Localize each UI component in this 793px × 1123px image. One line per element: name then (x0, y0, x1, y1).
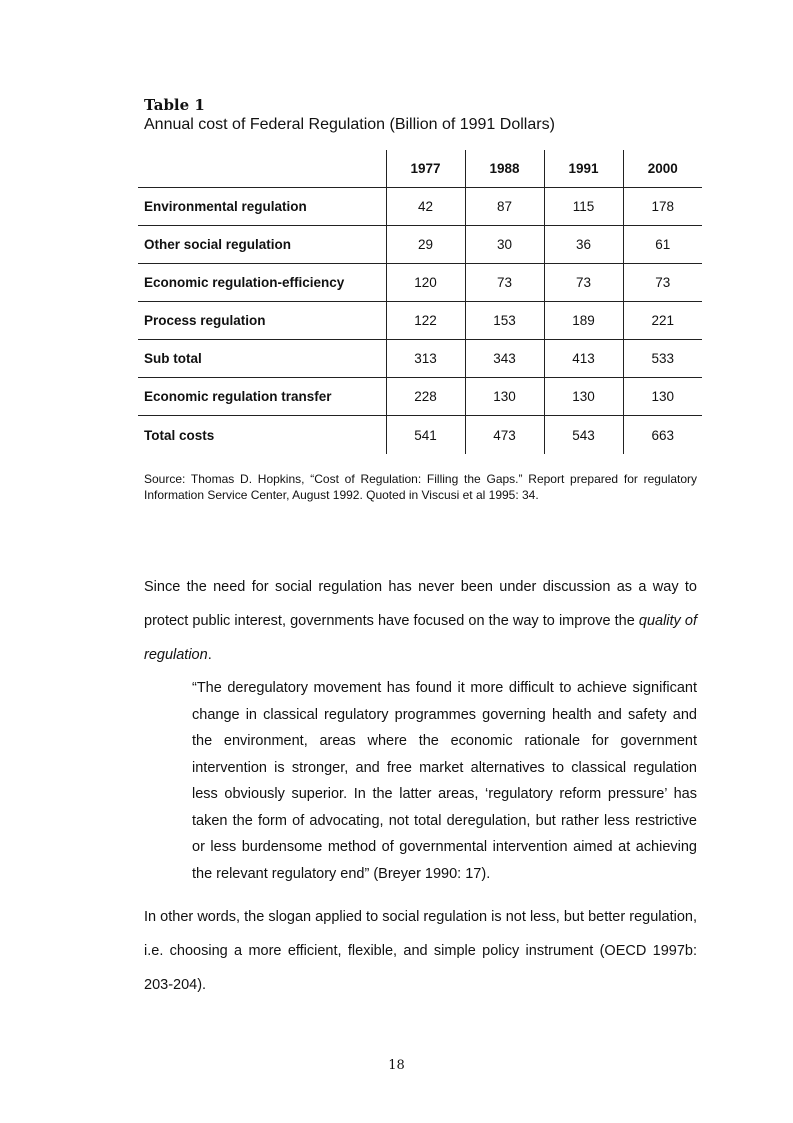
table-cell: 73 (544, 264, 623, 302)
table-cell: 178 (623, 188, 702, 226)
row-label: Total costs (144, 427, 215, 443)
table-cell: 29 (386, 226, 465, 264)
regulation-cost-table (138, 150, 702, 454)
table-row (138, 226, 702, 264)
table-cell: 73 (623, 264, 702, 302)
paragraph-text-end: . (207, 647, 212, 663)
table-cell: 533 (623, 340, 702, 378)
table-cell: 30 (465, 226, 544, 264)
table-cell: 115 (544, 188, 623, 226)
table-source-note: Source: Thomas D. Hopkins, “Cost of Regulation: Filling the Gaps.” Report prepared for regulatory Information Service Center, August 1992. Quoted in Viscusi et al 1995: 34. (144, 472, 697, 502)
table-cell: 663 (623, 416, 702, 455)
table-cell: 221 (623, 302, 702, 340)
page-number: 18 (388, 1058, 405, 1073)
row-label: Other social regulation (138, 226, 386, 264)
column-header: 1988 (465, 150, 544, 188)
column-header: 2000 (623, 150, 702, 188)
table-header-row (138, 150, 702, 188)
column-header: 1977 (386, 150, 465, 188)
table-cell: 543 (544, 416, 623, 455)
table-cell: 473 (465, 416, 544, 455)
table-cell: 42 (386, 188, 465, 226)
table-cell: 36 (544, 226, 623, 264)
table-cell: 87 (465, 188, 544, 226)
table-cell: 313 (386, 340, 465, 378)
table-cell: 61 (623, 226, 702, 264)
paragraph-text: Since the need for social regulation has never been under discussion as a way to protect public interest, governments have focused on the way to improve the (144, 579, 697, 629)
table-cell: 120 (386, 264, 465, 302)
row-label: Environmental regulation (138, 188, 386, 226)
table-row (138, 340, 702, 378)
table-cell: 541 (386, 416, 465, 455)
table-cell: 153 (465, 302, 544, 340)
table-label: Table 1 (144, 96, 205, 114)
table-cell: 122 (386, 302, 465, 340)
emphasized-text: quality of regulation (144, 613, 697, 663)
table-cell: 189 (544, 302, 623, 340)
table-caption: Annual cost of Federal Regulation (Billion of 1991 Dollars) (144, 116, 555, 133)
row-label: Economic regulation-efficiency (138, 264, 386, 302)
table-row (138, 416, 702, 455)
column-header: 1991 (544, 150, 623, 188)
table-row (138, 378, 702, 416)
table-cell: 73 (465, 264, 544, 302)
header-blank-cell (138, 150, 386, 188)
row-label: Economic regulation transfer (138, 378, 386, 416)
table-cell: 228 (386, 378, 465, 416)
block-quote: “The deregulatory movement has found it more difficult to achieve significant change in classical regulatory programmes governing health and safety and the environment, areas where the economic rationale for government intervention is stronger, and free market alternatives to classical regulation less obviously superior. In the latter areas, ‘regulatory reform pressure’ has taken the form of advocating, not total deregulation, but rather less restrictive or less burdensome method of governmental intervention aimed at achieving the relevant regulatory end” (Breyer 1990: 17). (192, 680, 697, 882)
table-cell: 130 (544, 378, 623, 416)
table-cell: 130 (623, 378, 702, 416)
table-row (138, 188, 702, 226)
row-label: Process regulation (138, 302, 386, 340)
table-cell: 130 (465, 378, 544, 416)
table-row (138, 264, 702, 302)
body-paragraph (144, 570, 697, 672)
body-paragraph: In other words, the slogan applied to social regulation is not less, but better regulation, i.e. choosing a more efficient, flexible, and simple policy instrument (OECD 1997b: 203-204). (144, 909, 697, 993)
row-label: Sub total (138, 340, 386, 378)
table-cell: 413 (544, 340, 623, 378)
table-cell: 343 (465, 340, 544, 378)
table-row (138, 302, 702, 340)
